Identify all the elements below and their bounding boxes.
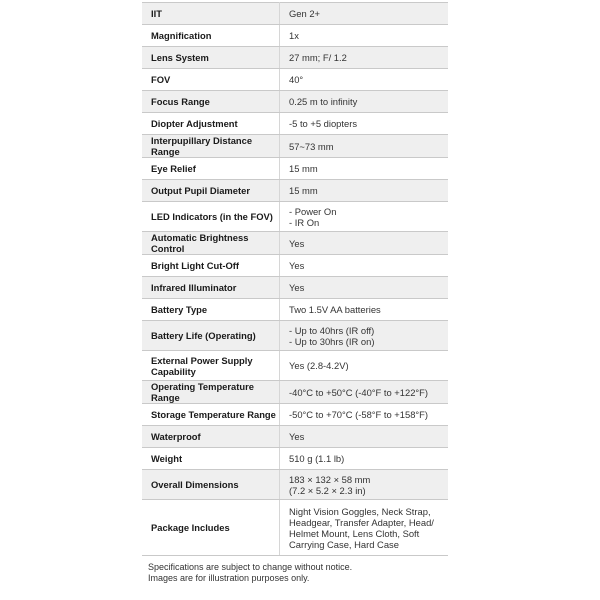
spec-value: [280, 351, 449, 381]
spec-value: [280, 381, 449, 404]
spec-label: Magnification: [142, 25, 280, 47]
spec-value-line: 40°: [289, 74, 304, 85]
spec-label: Infrared Illuminator: [142, 277, 280, 299]
spec-value-line: 15 mm: [289, 185, 318, 196]
spec-label: Waterproof: [142, 426, 280, 448]
spec-row: [142, 25, 448, 47]
spec-value-line: Carrying Case, Hard Case: [289, 538, 399, 550]
spec-value: [280, 180, 449, 202]
spec-value: [280, 448, 449, 470]
spec-label: LED Indicators (in the FOV): [142, 202, 280, 232]
spec-value-line: -5 to +5 diopters: [289, 118, 358, 129]
spec-label: FOV: [142, 69, 280, 91]
spec-value: [280, 500, 449, 556]
spec-value-line: Yes: [289, 282, 305, 293]
spec-row: [142, 404, 448, 426]
spec-value: [280, 25, 449, 47]
spec-value-line: 27 mm; F/ 1.2: [289, 52, 347, 63]
footnotes: [148, 562, 352, 584]
spec-row: [142, 69, 448, 91]
spec-value-line: -50°C to +70°C (-58°F to +158°F): [289, 409, 429, 420]
spec-value: [280, 202, 449, 232]
spec-value-line: 183 × 132 × 58 mm: [289, 473, 371, 485]
spec-table-body: [142, 3, 448, 556]
spec-value-line: 1x: [289, 30, 299, 41]
spec-row: [142, 47, 448, 69]
spec-value-line: Yes: [289, 237, 305, 249]
spec-value-line: Night Vision Goggles, Neck Strap,: [289, 505, 431, 517]
spec-value: [280, 299, 449, 321]
spec-label: Focus Range: [142, 91, 280, 113]
spec-row: [142, 299, 448, 321]
spec-label: IIT: [142, 3, 280, 25]
spec-value-line: -40°C to +50°C (-40°F to +122°F): [289, 386, 429, 398]
spec-row: [142, 351, 448, 381]
spec-value-line: Two 1.5V AA batteries: [289, 304, 381, 315]
spec-row: [142, 113, 448, 135]
spec-row: [142, 158, 448, 180]
spec-row: [142, 3, 448, 25]
spec-value: [280, 113, 449, 135]
spec-value-line: 15 mm: [289, 163, 318, 174]
spec-label: Lens System: [142, 47, 280, 69]
spec-value: [280, 426, 449, 448]
spec-row: [142, 277, 448, 299]
spec-label: Operating Temperature Range: [142, 381, 280, 404]
spec-value-line: - Power On: [289, 205, 337, 217]
spec-row: [142, 135, 448, 158]
spec-value: [280, 158, 449, 180]
spec-label: Battery Type: [142, 299, 280, 321]
spec-row: [142, 180, 448, 202]
spec-row: [142, 381, 448, 404]
spec-value: [280, 3, 449, 25]
spec-value-line: 57~73 mm: [289, 140, 334, 152]
spec-value-line: Yes: [289, 431, 305, 442]
spec-label: Eye Relief: [142, 158, 280, 180]
spec-value-line: Yes (2.8-4.2V): [289, 360, 349, 371]
spec-row: [142, 321, 448, 351]
spec-value: [280, 321, 449, 351]
spec-label: Automatic Brightness Control: [142, 232, 280, 255]
spec-value: [280, 470, 449, 500]
spec-value: [280, 404, 449, 426]
spec-value: [280, 135, 449, 158]
spec-table: [142, 2, 448, 556]
spec-row: [142, 426, 448, 448]
spec-row: [142, 448, 448, 470]
spec-row: [142, 202, 448, 232]
spec-row: [142, 500, 448, 556]
spec-label: Bright Light Cut-Off: [142, 255, 280, 277]
spec-value-line: Helmet Mount, Lens Cloth, Soft: [289, 527, 420, 539]
spec-label: Overall Dimensions: [142, 470, 280, 500]
spec-row: [142, 91, 448, 113]
spec-label: External Power Supply Capability: [142, 351, 280, 381]
spec-value-line: Gen 2+: [289, 8, 321, 19]
footnote-illustration: Images are for illustration purposes only.: [148, 573, 310, 583]
spec-label: Storage Temperature Range: [142, 404, 280, 426]
spec-label: Package Includes: [142, 500, 280, 556]
footnote-changes: Specifications are subject to change without notice.: [148, 562, 353, 572]
spec-value-line: 0.25 m to infinity: [289, 96, 358, 107]
spec-label: Diopter Adjustment: [142, 113, 280, 135]
spec-value: [280, 277, 449, 299]
spec-value-line: - Up to 40hrs (IR off): [289, 324, 375, 336]
spec-row: [142, 470, 448, 500]
spec-value-line: - IR On: [289, 216, 320, 228]
spec-value-line: Headgear, Transfer Adapter, Head/: [289, 516, 434, 528]
spec-label: Weight: [142, 448, 280, 470]
spec-value-line: - Up to 30hrs (IR on): [289, 335, 375, 347]
spec-value: [280, 47, 449, 69]
spec-label: Output Pupil Diameter: [142, 180, 280, 202]
spec-value-line: Yes: [289, 260, 305, 271]
spec-value: [280, 91, 449, 113]
spec-label: Interpupillary Distance Range: [142, 135, 280, 158]
spec-row: [142, 232, 448, 255]
spec-value: [280, 255, 449, 277]
spec-row: [142, 255, 448, 277]
spec-value-line: (7.2 × 5.2 × 2.3 in): [289, 484, 366, 496]
spec-value: [280, 69, 449, 91]
spec-value: [280, 232, 449, 255]
spec-label: Battery Life (Operating): [142, 321, 280, 351]
spec-value-line: 510 g (1.1 lb): [289, 453, 345, 464]
